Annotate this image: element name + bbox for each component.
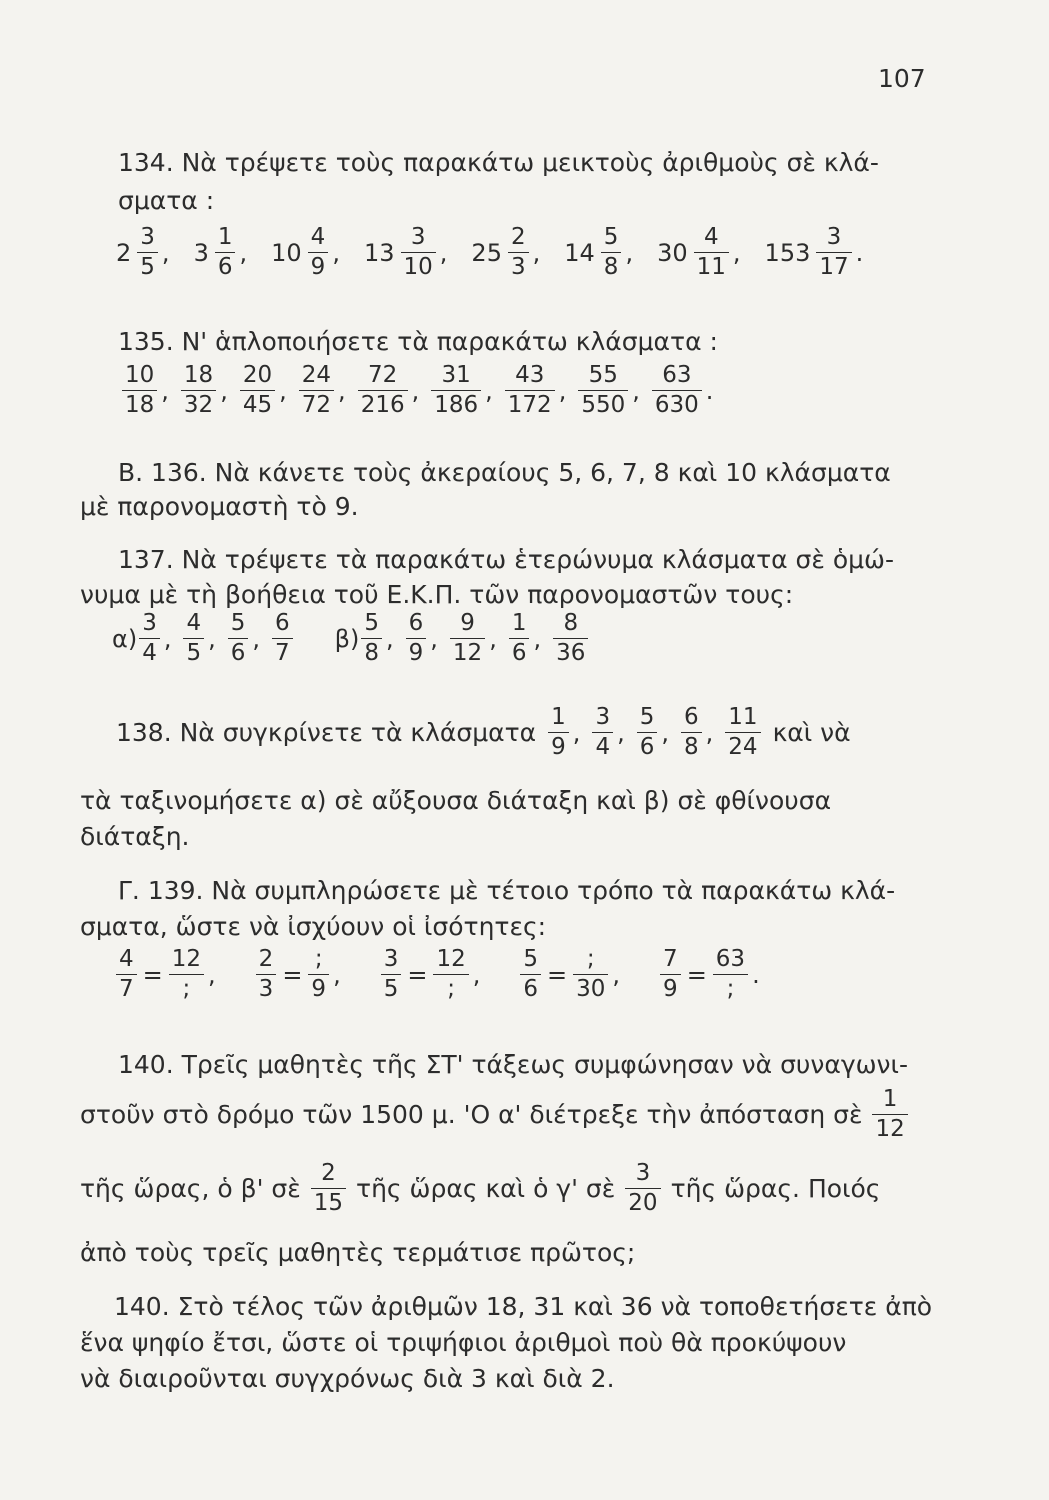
whole-part: 2: [116, 238, 132, 267]
ex140b-text-line3: νὰ διαιροῦνται συγχρόνως διὰ 3 καὶ διὰ 2.: [80, 1364, 615, 1393]
numerator: 5: [364, 610, 379, 636]
denominator: 7: [272, 638, 293, 665]
denominator: 5: [137, 252, 158, 279]
numerator: 43: [515, 362, 545, 388]
numerator: 6: [408, 610, 424, 636]
separator: ,: [208, 960, 216, 989]
right-fraction: [713, 948, 748, 1001]
separator: ,: [625, 238, 634, 267]
fraction: [872, 1088, 907, 1141]
denominator: 4: [139, 638, 160, 665]
separator: ,: [411, 376, 420, 405]
denominator: 3: [256, 974, 277, 1001]
left-fraction: [116, 948, 137, 1001]
separator: .: [752, 960, 760, 989]
numerator: 5: [639, 704, 655, 730]
separator: ,: [661, 718, 669, 747]
denominator: 24: [725, 732, 760, 759]
mixed-number: [271, 226, 350, 279]
ex140a-line3: [80, 1162, 880, 1215]
separator: ,: [572, 718, 581, 747]
mixed-number: [765, 226, 874, 279]
denominator: 18: [122, 390, 157, 417]
denominator: 10: [401, 252, 436, 279]
denominator: 12: [872, 1114, 907, 1141]
ex139-text-line1: Γ. 139. Νὰ συμπληρώσετε μὲ τέτοιο τρόπο τὰ παρακάτω κλά-: [118, 876, 896, 905]
ex140a-line2: [80, 1088, 910, 1141]
denominator: 12: [450, 638, 485, 665]
numerator: 20: [242, 362, 273, 388]
numerator: 5: [230, 610, 246, 636]
whole-part: 25: [471, 238, 502, 267]
numerator: 31: [441, 362, 471, 388]
denominator: 72: [299, 390, 334, 417]
separator: ,: [532, 238, 541, 267]
mixed-number: [116, 226, 180, 279]
ex136-text-line2: μὲ παρονομαστὴ τὸ 9.: [80, 492, 359, 521]
denominator: 6: [637, 732, 658, 759]
whole-part: 14: [564, 238, 595, 267]
mixed-number: [564, 226, 643, 279]
fraction: [505, 364, 555, 417]
denominator: 6: [520, 974, 541, 1001]
denominator: 6: [509, 638, 530, 665]
ex134-text-line2: σματα :: [118, 186, 215, 215]
numerator: 1: [882, 1086, 898, 1112]
denominator: 8: [601, 252, 622, 279]
separator: ,: [163, 624, 172, 653]
fraction-part: [401, 226, 436, 279]
whole-part: 13: [363, 238, 395, 267]
ex138-row: [116, 706, 851, 759]
separator: ,: [732, 238, 741, 267]
fraction-part: [601, 226, 622, 279]
numerator: 3: [826, 224, 842, 250]
numerator: 18: [183, 362, 214, 388]
equation: [658, 948, 770, 1001]
numerator: 72: [368, 362, 398, 388]
numerator: 3: [595, 704, 611, 730]
numerator: 6: [684, 704, 699, 730]
separator: ,: [705, 718, 714, 747]
numerator: 3: [140, 224, 155, 250]
denominator: 4: [592, 732, 613, 759]
ex134-text-line1: 134. Νὰ τρέψετε τοὺς παρακάτω μεικτοὺς ἀριθμοὺς σὲ κλά-: [118, 148, 879, 177]
fraction-part: [508, 226, 529, 279]
numerator: 6: [275, 610, 290, 636]
denominator: 45: [240, 390, 275, 417]
numerator: 11: [728, 704, 758, 730]
numerator: 1: [217, 224, 233, 250]
denominator: 36: [553, 638, 588, 665]
fraction: [139, 612, 160, 665]
equation: [254, 948, 351, 1001]
denominator: 32: [181, 390, 216, 417]
right-fraction: [169, 948, 204, 1001]
separator: ,: [252, 624, 261, 653]
separator: ,: [279, 376, 287, 405]
denominator: 30: [573, 974, 608, 1001]
separator: ,: [239, 238, 248, 267]
whole-part: 3: [193, 238, 209, 267]
denominator: 9: [406, 638, 427, 665]
separator: ,: [332, 238, 340, 267]
denominator: 216: [358, 390, 408, 417]
fraction: [183, 612, 204, 665]
fraction: [652, 364, 702, 417]
ex139-equations: [114, 948, 798, 1001]
denominator: 17: [816, 252, 851, 279]
ex138-text-line2: τὰ ταξινομήσετε α) σὲ αὔξουσα διάταξη καὶ β) σὲ φθίνουσα: [80, 786, 832, 815]
ex137-text-line2: νυμα μὲ τὴ βοήθεια τοῦ Ε.Κ.Π. τῶν παρονομαστῶν τους:: [80, 580, 794, 609]
equals-sign: =: [686, 960, 707, 989]
equals-sign: =: [407, 960, 428, 989]
ex140a-text-line2: στοῦν στὸ δρόμο τῶν 1500 μ. 'Ο α' διέτρεξε τὴν ἀπόσταση σὲ: [80, 1100, 863, 1129]
denominator: 5: [381, 974, 402, 1001]
fraction: [406, 612, 427, 665]
ex139-text-line2: σματα, ὥστε νὰ ἰσχύουν οἱ ἰσότητες:: [80, 912, 547, 941]
fraction: [358, 364, 408, 417]
numerator: 12: [436, 946, 466, 972]
fraction: [637, 706, 658, 759]
ex137-fractions: [112, 612, 590, 665]
numerator: 2: [258, 946, 274, 972]
numerator: 24: [301, 362, 332, 388]
numerator: 55: [588, 362, 618, 388]
ex136-text-line1: Β. 136. Νὰ κάνετε τοὺς ἀκεραίους 5, 6, 7, 8 καὶ 10 κλάσματα: [118, 458, 891, 487]
separator: ,: [333, 960, 341, 989]
numerator: 4: [186, 610, 202, 636]
numerator: 1: [551, 704, 566, 730]
mixed-number: [471, 226, 550, 279]
ex135-text: 135. Ν' ἁπλοποιήσετε τὰ παρακάτω κλάσματα :: [118, 327, 718, 356]
numerator: 5: [523, 946, 539, 972]
ex137-text-line1: 137. Νὰ τρέψετε τὰ παρακάτω ἑτερώνυμα κλάσματα σὲ ὁμώ-: [118, 545, 895, 574]
fraction: [299, 364, 334, 417]
separator: ,: [161, 376, 169, 405]
denominator: ;: [169, 974, 204, 1001]
ex140b-text-line2: ἕνα ψηφίο ἔτσι, ὥστε οἱ τριψήφιοι ἀριθμοὶ ποὺ θὰ προκύψουν: [80, 1328, 847, 1357]
denominator: 5: [183, 638, 204, 665]
fraction: [431, 364, 481, 417]
ex140a-text-line4: ἀπὸ τοὺς τρεῖς μαθητὲς τερμάτισε πρῶτος;: [80, 1238, 636, 1267]
equation: [518, 948, 630, 1001]
fraction-part: [137, 226, 158, 279]
right-fraction: [308, 948, 329, 1001]
denominator: 550: [578, 390, 628, 417]
fraction: [592, 706, 613, 759]
fraction: [228, 612, 249, 665]
right-fraction: [433, 948, 468, 1001]
fraction-part: [694, 226, 729, 279]
left-fraction: [381, 948, 402, 1001]
numerator: 9: [460, 610, 475, 636]
equation: [114, 948, 226, 1001]
ex140b-text-line1: 140. Στὸ τέλος τῶν ἀριθμῶν 18, 31 καὶ 36 νὰ τοποθετήσετε ἀπὸ: [114, 1292, 933, 1321]
denominator: 186: [431, 390, 481, 417]
fraction: [553, 612, 588, 665]
denominator: 9: [660, 974, 681, 1001]
denominator: 6: [215, 252, 236, 279]
numerator: 2: [510, 224, 526, 250]
separator: ,: [439, 238, 448, 267]
denominator: ;: [713, 974, 748, 1001]
ex138-and-text: καὶ νὰ: [772, 718, 851, 747]
equals-sign: =: [142, 960, 163, 989]
ex135-fractions: [120, 364, 723, 417]
numerator: ;: [586, 946, 595, 972]
label-a: α): [112, 624, 138, 653]
left-fraction: [660, 948, 681, 1001]
fraction: [548, 706, 569, 759]
denominator: 11: [694, 252, 729, 279]
fraction: [578, 364, 628, 417]
numerator: 3: [142, 610, 157, 636]
whole-part: 30: [657, 238, 688, 267]
numerator: 7: [663, 946, 678, 972]
page-number: 107: [878, 64, 926, 93]
fraction: [311, 1162, 346, 1215]
numerator: ;: [314, 946, 323, 972]
fraction: [122, 364, 157, 417]
left-fraction: [520, 948, 541, 1001]
numerator: 63: [715, 946, 746, 972]
whole-part: 153: [764, 238, 811, 267]
numerator: 2: [321, 1160, 336, 1186]
fraction-part: [308, 226, 329, 279]
whole-part: 10: [271, 238, 302, 267]
ex134-mixed-numbers: [116, 226, 887, 279]
numerator: 3: [635, 1160, 651, 1186]
separator: ,: [632, 376, 640, 405]
fraction: [625, 1162, 660, 1215]
denominator: 172: [505, 390, 555, 417]
denominator: 6: [228, 638, 249, 665]
separator: .: [855, 238, 864, 267]
numerator: 4: [703, 224, 719, 250]
denominator: 9: [308, 974, 329, 1001]
numerator: 63: [662, 362, 692, 388]
fraction: [181, 364, 216, 417]
fraction: [240, 364, 275, 417]
denominator: 15: [311, 1188, 346, 1215]
mixed-number: [657, 226, 750, 279]
fraction: [272, 612, 293, 665]
denominator: ;: [433, 974, 468, 1001]
separator: .: [705, 376, 714, 405]
left-fraction: [256, 948, 277, 1001]
fraction-part: [816, 226, 851, 279]
numerator: 8: [563, 610, 579, 636]
label-b: β): [334, 624, 360, 653]
ex140a-text-part2: τῆς ὥρας καὶ ὁ γ' σὲ: [356, 1174, 616, 1203]
fraction-part: [215, 226, 236, 279]
mixed-number: [194, 226, 258, 279]
separator: ,: [533, 624, 542, 653]
fraction: [681, 706, 702, 759]
ex138-text-line3: διάταξη.: [80, 822, 190, 851]
denominator: 8: [681, 732, 702, 759]
separator: ,: [489, 624, 497, 653]
numerator: 10: [125, 362, 155, 388]
numerator: 3: [410, 224, 426, 250]
separator: ,: [472, 960, 481, 989]
fraction: [361, 612, 382, 665]
numerator: 3: [383, 946, 399, 972]
fraction: [450, 612, 485, 665]
denominator: 7: [116, 974, 137, 1001]
denominator: 3: [508, 252, 529, 279]
denominator: 9: [548, 732, 569, 759]
fraction: [725, 706, 760, 759]
separator: ,: [617, 718, 625, 747]
numerator: 12: [171, 946, 202, 972]
separator: ,: [338, 376, 346, 405]
numerator: 1: [511, 610, 527, 636]
ex138-text: 138. Νὰ συγκρίνετε τὰ κλάσματα: [116, 718, 537, 747]
separator: ,: [558, 376, 567, 405]
separator: ,: [430, 624, 438, 653]
separator: ,: [208, 624, 216, 653]
separator: ,: [161, 238, 170, 267]
numerator: 5: [603, 224, 619, 250]
numerator: 4: [310, 224, 326, 250]
ex140a-text-part1: τῆς ὥρας, ὁ β' σὲ: [80, 1174, 301, 1203]
ex140a-text-line1: 140. Τρεῖς μαθητὲς τῆς ΣΤ' τάξεως συμφώνησαν νὰ συναγωνι-: [118, 1050, 909, 1079]
separator: ,: [220, 376, 228, 405]
ex140a-text-part3: τῆς ὥρας. Ποιός: [670, 1174, 881, 1203]
fraction: [509, 612, 530, 665]
equals-sign: =: [282, 960, 303, 989]
denominator: 8: [361, 638, 382, 665]
denominator: 9: [308, 252, 329, 279]
equals-sign: =: [547, 960, 568, 989]
numerator: 4: [119, 946, 134, 972]
separator: ,: [485, 376, 493, 405]
denominator: 630: [652, 390, 702, 417]
separator: ,: [612, 960, 621, 989]
mixed-number: [364, 226, 457, 279]
denominator: 20: [625, 1188, 660, 1215]
equation: [379, 948, 491, 1001]
right-fraction: [573, 948, 608, 1001]
separator: ,: [386, 624, 394, 653]
